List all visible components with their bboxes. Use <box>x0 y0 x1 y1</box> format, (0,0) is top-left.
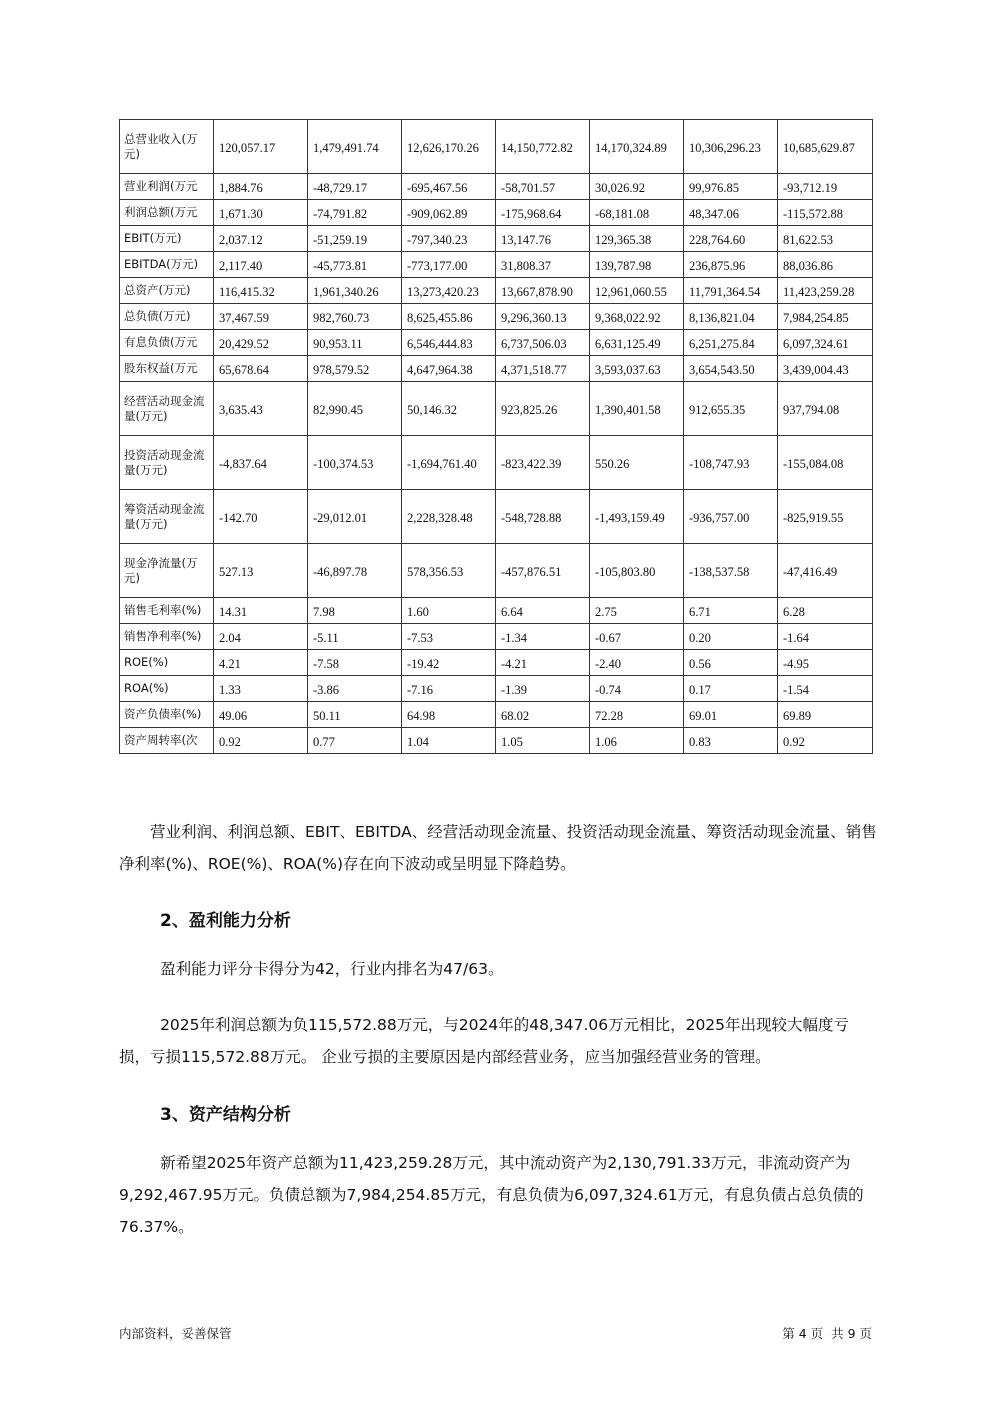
table-cell: -115,572.88 <box>778 200 873 226</box>
table-cell: 72.28 <box>590 702 684 728</box>
table-cell: -1,694,761.40 <box>402 436 496 490</box>
table-cell: -47,416.49 <box>778 544 873 598</box>
table-row <box>120 174 873 200</box>
table-cell: 14,170,324.89 <box>590 120 684 174</box>
table-cell: 13,147.76 <box>496 226 590 252</box>
table-cell: -695,467.56 <box>402 174 496 200</box>
table-cell: 1,390,401.58 <box>590 382 684 436</box>
table-cell: 6.64 <box>496 598 590 624</box>
table-row <box>120 120 873 174</box>
table-cell: 923,825.26 <box>496 382 590 436</box>
table-row <box>120 382 873 436</box>
table-cell: -1,493,159.49 <box>590 490 684 544</box>
table-row <box>120 490 873 544</box>
table-cell: 10,306,296.23 <box>684 120 778 174</box>
table-cell: 31,808.37 <box>496 252 590 278</box>
table-row <box>120 598 873 624</box>
table-cell: 7.98 <box>308 598 402 624</box>
table-cell: -105,803.80 <box>590 544 684 598</box>
table-cell: 2,117.40 <box>214 252 308 278</box>
table-cell: -48,729.17 <box>308 174 402 200</box>
table-cell: 3,635.43 <box>214 382 308 436</box>
table-cell: -29,012.01 <box>308 490 402 544</box>
table-row <box>120 252 873 278</box>
table-cell: -1.34 <box>496 624 590 650</box>
table-cell: 120,057.17 <box>214 120 308 174</box>
footer-note: 内部资料，妥善保管 <box>119 1326 232 1341</box>
table-cell: -74,791.82 <box>308 200 402 226</box>
table-cell: -4.95 <box>778 650 873 676</box>
table-cell: 550.26 <box>590 436 684 490</box>
table-cell: -100,374.53 <box>308 436 402 490</box>
table-row <box>120 702 873 728</box>
table-cell: 30,026.92 <box>590 174 684 200</box>
table-cell: -2.40 <box>590 650 684 676</box>
table-cell: 20,429.52 <box>214 330 308 356</box>
table-cell: -175,968.64 <box>496 200 590 226</box>
table-cell: -19.42 <box>402 650 496 676</box>
row-label: 投资活动现金流量(万元) <box>120 436 214 490</box>
table-row <box>120 330 873 356</box>
table-cell: 48,347.06 <box>684 200 778 226</box>
table-cell: -46,897.78 <box>308 544 402 598</box>
row-label: EBITDA(万元) <box>120 252 214 278</box>
row-label: 销售净利率(%) <box>120 624 214 650</box>
row-label: ROA(%) <box>120 676 214 702</box>
table-cell: -68,181.08 <box>590 200 684 226</box>
table-cell: 978,579.52 <box>308 356 402 382</box>
table-cell: 11,791,364.54 <box>684 278 778 304</box>
table-cell: 1,961,340.26 <box>308 278 402 304</box>
table-cell: 14,150,772.82 <box>496 120 590 174</box>
table-row <box>120 226 873 252</box>
table-cell: 6,251,275.84 <box>684 330 778 356</box>
table-row <box>120 676 873 702</box>
table-cell: 3,593,037.63 <box>590 356 684 382</box>
table-cell: 578,356.53 <box>402 544 496 598</box>
table-cell: -936,757.00 <box>684 490 778 544</box>
table-cell: 0.56 <box>684 650 778 676</box>
table-cell: 228,764.60 <box>684 226 778 252</box>
table-cell: 9,296,360.13 <box>496 304 590 330</box>
table-cell: -4,837.64 <box>214 436 308 490</box>
table-row <box>120 200 873 226</box>
table-cell: 10,685,629.87 <box>778 120 873 174</box>
section-heading-asset-structure: 3、资产结构分析 <box>160 1105 291 1125</box>
table-cell: 69.89 <box>778 702 873 728</box>
table-body <box>120 120 873 754</box>
table-cell: 0.83 <box>684 728 778 754</box>
table-cell: -5.11 <box>308 624 402 650</box>
table-row <box>120 356 873 382</box>
table-cell: 6,097,324.61 <box>778 330 873 356</box>
row-label: 营业利润(万元 <box>120 174 214 200</box>
table-cell: 82,990.45 <box>308 382 402 436</box>
table-cell: -155,084.08 <box>778 436 873 490</box>
row-label: 销售毛利率(%) <box>120 598 214 624</box>
table-cell: 6,631,125.49 <box>590 330 684 356</box>
table-cell: -4.21 <box>496 650 590 676</box>
table-cell: 6,737,506.03 <box>496 330 590 356</box>
row-label: 现金净流量(万元) <box>120 544 214 598</box>
table-cell: -7.53 <box>402 624 496 650</box>
table-cell: 3,439,004.43 <box>778 356 873 382</box>
table-cell: -7.58 <box>308 650 402 676</box>
table-cell: 90,953.11 <box>308 330 402 356</box>
section-heading-profitability: 2、盈利能力分析 <box>160 911 291 931</box>
table-row <box>120 278 873 304</box>
table-cell: 12,626,170.26 <box>402 120 496 174</box>
table-cell: 0.20 <box>684 624 778 650</box>
row-label: EBIT(万元) <box>120 226 214 252</box>
row-label: 总营业收入(万元) <box>120 120 214 174</box>
table-row <box>120 624 873 650</box>
table-cell: 236,875.96 <box>684 252 778 278</box>
table-cell: 7,984,254.85 <box>778 304 873 330</box>
table-cell: 0.92 <box>214 728 308 754</box>
table-cell: -108,747.93 <box>684 436 778 490</box>
table-cell: 9,368,022.92 <box>590 304 684 330</box>
table-cell: 88,036.86 <box>778 252 873 278</box>
table-cell: 68.02 <box>496 702 590 728</box>
table-cell: 2,037.12 <box>214 226 308 252</box>
table-cell: 49.06 <box>214 702 308 728</box>
table-cell: -909,062.89 <box>402 200 496 226</box>
row-label: 经营活动现金流量(万元) <box>120 382 214 436</box>
table-cell: 1.60 <box>402 598 496 624</box>
row-label: 股东权益(万元 <box>120 356 214 382</box>
table-cell: 50,146.32 <box>402 382 496 436</box>
table-cell: 1,671.30 <box>214 200 308 226</box>
table-cell: -0.74 <box>590 676 684 702</box>
row-label: 总负债(万元) <box>120 304 214 330</box>
row-label: 资产负债率(%) <box>120 702 214 728</box>
table-row <box>120 436 873 490</box>
table-cell: 4,647,964.38 <box>402 356 496 382</box>
table-cell: 1.04 <box>402 728 496 754</box>
table-cell: 0.17 <box>684 676 778 702</box>
table-cell: 4,371,518.77 <box>496 356 590 382</box>
score-paragraph: 盈利能力评分卡得分为42，行业内排名为47/63。 <box>160 960 504 978</box>
page-number: 第 4 页 共 9 页 <box>782 1326 872 1341</box>
table-cell: -7.16 <box>402 676 496 702</box>
table-cell: 14.31 <box>214 598 308 624</box>
table-cell: 6,546,444.83 <box>402 330 496 356</box>
table-cell: -3.86 <box>308 676 402 702</box>
row-label: 有息负债(万元 <box>120 330 214 356</box>
table-cell: -138,537.58 <box>684 544 778 598</box>
row-label: 资产周转率(次 <box>120 728 214 754</box>
table-cell: 1.05 <box>496 728 590 754</box>
table-cell: 1,479,491.74 <box>308 120 402 174</box>
table-row <box>120 544 873 598</box>
row-label: 筹资活动现金流量(万元) <box>120 490 214 544</box>
table-cell: 99,976.85 <box>684 174 778 200</box>
table-cell: 37,467.59 <box>214 304 308 330</box>
table-cell: 8,625,455.86 <box>402 304 496 330</box>
table-cell: 13,273,420.23 <box>402 278 496 304</box>
table-cell: -773,177.00 <box>402 252 496 278</box>
table-cell: -797,340.23 <box>402 226 496 252</box>
table-row <box>120 728 873 754</box>
table-cell: 81,622.53 <box>778 226 873 252</box>
table-cell: 0.92 <box>778 728 873 754</box>
table-cell: 129,365.38 <box>590 226 684 252</box>
row-label: 利润总额(万元 <box>120 200 214 226</box>
table-cell: -1.54 <box>778 676 873 702</box>
table-cell: 6.28 <box>778 598 873 624</box>
table-cell: 1.06 <box>590 728 684 754</box>
table-cell: -1.39 <box>496 676 590 702</box>
table-cell: -142.70 <box>214 490 308 544</box>
table-cell: 1,884.76 <box>214 174 308 200</box>
assets-paragraph: 新希望2025年资产总额为11,423,259.28万元，其中流动资产为2,130,791.33万元，非流动资产为9,292,467.95万元。负债总额为7,984,254.85万元，有息负债为6,097,324.61万元，有息负债占总负债的76.37%。 <box>119 1154 864 1236</box>
table-cell: 65,678.64 <box>214 356 308 382</box>
profit-paragraph: 2025年利润总额为负115,572.88万元，与2024年的48,347.06万元相比，2025年出现较大幅度亏损，亏损115,572.88万元。 企业亏损的主要原因是内部经营业务，应当加强经营业务的管理。 <box>119 1016 850 1066</box>
table-cell: 12,961,060.55 <box>590 278 684 304</box>
table-cell: 3,654,543.50 <box>684 356 778 382</box>
table-cell: -93,712.19 <box>778 174 873 200</box>
row-label: ROE(%) <box>120 650 214 676</box>
table-cell: -457,876.51 <box>496 544 590 598</box>
table-cell: 8,136,821.04 <box>684 304 778 330</box>
table-cell: 50.11 <box>308 702 402 728</box>
table-cell: 527.13 <box>214 544 308 598</box>
table-cell: -548,728.88 <box>496 490 590 544</box>
table-cell: 2.75 <box>590 598 684 624</box>
table-cell: 1.33 <box>214 676 308 702</box>
table-cell: 64.98 <box>402 702 496 728</box>
table-cell: 912,655.35 <box>684 382 778 436</box>
table-cell: 2.04 <box>214 624 308 650</box>
row-label: 总资产(万元) <box>120 278 214 304</box>
trend-paragraph: 营业利润、利润总额、EBIT、EBITDA、经营活动现金流量、投资活动现金流量、筹资活动现金流量、销售净利率(%)、ROE(%)、ROA(%)存在向下波动或呈明显下降趋势。 <box>119 823 877 873</box>
table-cell: 6.71 <box>684 598 778 624</box>
table-cell: -45,773.81 <box>308 252 402 278</box>
table-cell: -825,919.55 <box>778 490 873 544</box>
table-cell: 982,760.73 <box>308 304 402 330</box>
table-cell: 69.01 <box>684 702 778 728</box>
table-cell: 0.77 <box>308 728 402 754</box>
table-cell: 11,423,259.28 <box>778 278 873 304</box>
financial-table <box>119 119 873 754</box>
table-row <box>120 650 873 676</box>
table-cell: -51,259.19 <box>308 226 402 252</box>
table-cell: 2,228,328.48 <box>402 490 496 544</box>
table-cell: 4.21 <box>214 650 308 676</box>
table-cell: -0.67 <box>590 624 684 650</box>
table-cell: -823,422.39 <box>496 436 590 490</box>
table-row <box>120 304 873 330</box>
table-cell: -1.64 <box>778 624 873 650</box>
table-cell: 116,415.32 <box>214 278 308 304</box>
table-cell: -58,701.57 <box>496 174 590 200</box>
table-cell: 13,667,878.90 <box>496 278 590 304</box>
table-cell: 139,787.98 <box>590 252 684 278</box>
table-cell: 937,794.08 <box>778 382 873 436</box>
